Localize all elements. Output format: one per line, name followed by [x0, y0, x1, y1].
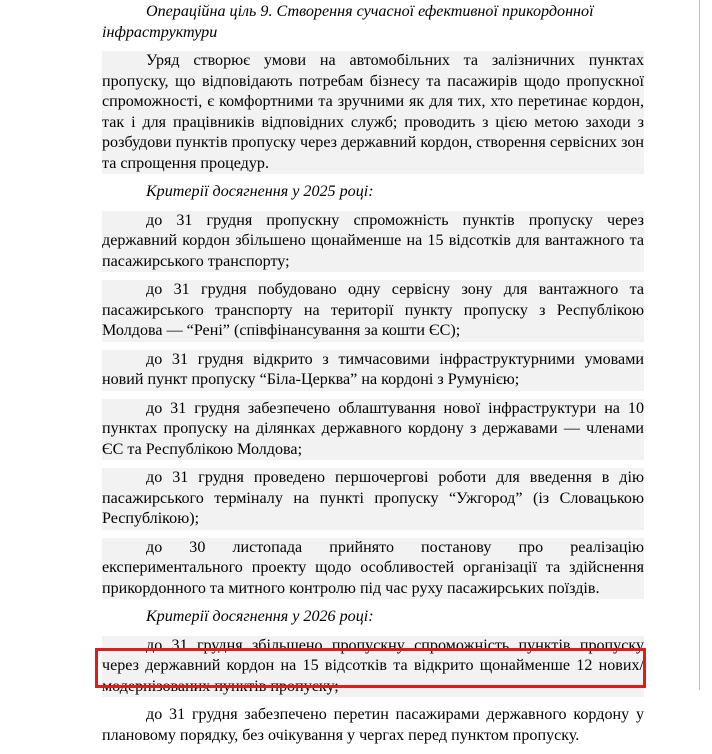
- page-edge-line: [699, 0, 700, 690]
- highlight-box: [95, 648, 646, 688]
- criteria-2025-item: до 31 грудня побудовано одну сервісну зону для вантажного та пасажирського транспорту на території пункту пропуску з Республікою Молдова — “Рені” (співфінансування за кошти ЄС);: [102, 280, 644, 342]
- criteria-2025-item: до 31 грудня проведено першочергові роботи для введення в дію пасажирського терміналу на пункті пропуску “Ужгород” (із Словацькою Республікою);: [102, 468, 644, 530]
- criteria-2025-title: Критерії досягнення у 2025 році:: [146, 183, 374, 200]
- section-heading: [102, 2, 644, 23]
- criteria-2026-item: до 31 грудня збільшено пропускну спроможність пунктів пропуску через державний кордон на 15 відсотків та відкрито щонайменше 12 нових/модернізованих пунктів пропуску;: [102, 636, 644, 698]
- criteria-2025-item: до 30 листопада прийнято постанову про реалізацію експериментального проекту щодо особливостей організації та здійснення прикордонного та митного контролю під час руху пасажирських поїздів.: [102, 538, 644, 600]
- criteria-2026-title: Критерії досягнення у 2026 році:: [146, 608, 374, 625]
- intro-paragraph: Уряд створює умови на автомобільних та залізничних пунктах пропуску, що відповідають потребам бізнесу та пасажирів щодо пропускної спроможності, є комфортними та зручними як для тих, хто перетинає кордон, так і для працівників відповідних служб; проводить з цією метою заходи з розбудови пунктів пропуску через державний кордон, створення сервісних зон та спрощення процедур.: [102, 51, 644, 174]
- criteria-2025-item: до 31 грудня відкрито з тимчасовими інфраструктурними умовами новий пункт пропуску “Біла-Церква” на кордоні з Румунією;: [102, 350, 644, 391]
- section-heading-cont: [102, 23, 644, 44]
- section-heading-line2: інфраструктури: [102, 23, 218, 41]
- section-heading-line1: Операційна ціль 9. Створення сучасної ефективної прикордонної: [146, 3, 594, 20]
- criteria-2025-item: до 31 грудня пропускну спроможність пунктів пропуску через державний кордон збільшено щонайменше на 15 відсотків для вантажного та пасажирського транспорту;: [102, 211, 644, 273]
- criteria-2026-item-highlighted: до 31 грудня забезпечено перетин пасажирами державного кордону у плановому порядку, без очікування у чергах перед пунктом пропуску.: [102, 706, 644, 744]
- criteria-2025-item: до 31 грудня забезпечено облаштування нової інфраструктури на 10 пунктах пропуску на ділянках державного кордону з державами — членами ЄС та Республікою Молдова;: [102, 399, 644, 461]
- document-page: [102, 2, 644, 754]
